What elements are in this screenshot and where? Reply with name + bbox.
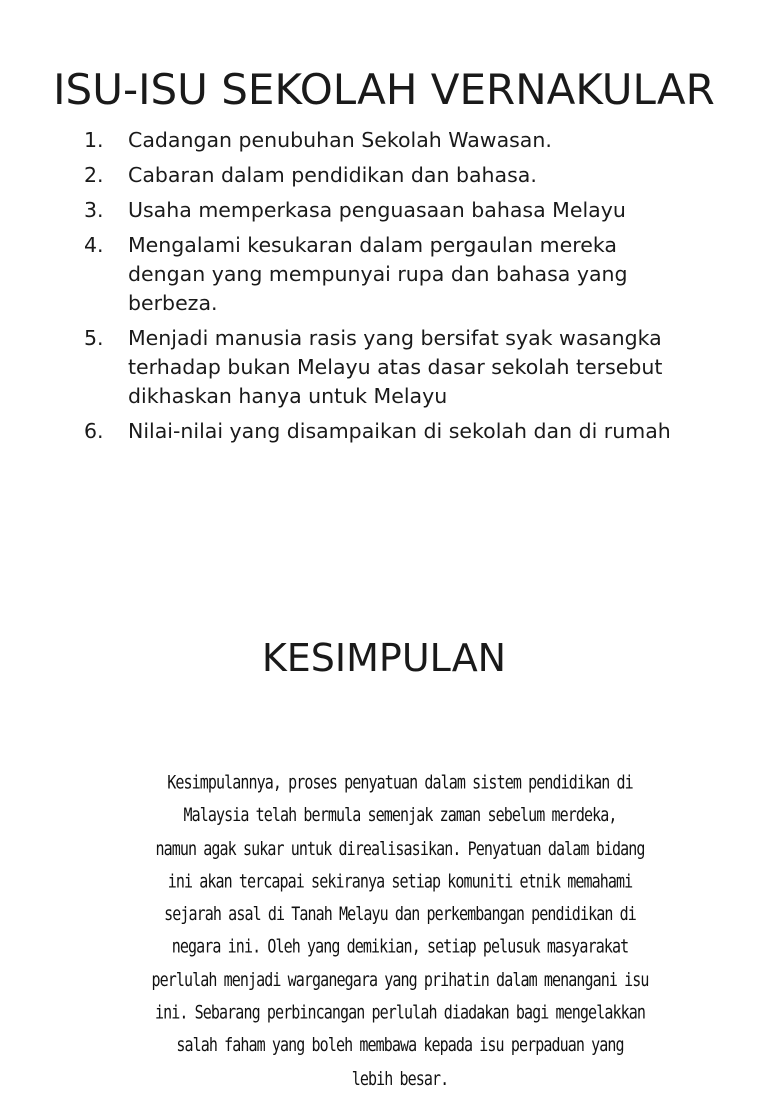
list-item-text <box>128 324 684 411</box>
list-item <box>84 231 684 318</box>
list-item <box>84 196 684 225</box>
conclusion-line: sejarah asal di Tanah Melayu dan perkembangan pendidikan di <box>164 902 636 925</box>
list-item-line: Cadangan penubuhan Sekolah Wawasan. <box>128 128 552 152</box>
list-item <box>84 161 684 190</box>
conclusion-title: KESIMPULAN <box>261 636 507 680</box>
conclusion-line: namun agak sukar untuk direalisasikan. Penyatuan dalam bidang <box>155 836 645 860</box>
list-item-number: 1. <box>84 128 104 152</box>
conclusion-line: salah faham yang boleh membawa kepada isu perpaduan yang <box>176 1033 624 1057</box>
list-item-number: 6. <box>84 419 104 443</box>
conclusion-line: ini akan tercapai sekiranya setiap komuniti etnik memahami <box>167 869 633 893</box>
list-item-line: dikhaskan hanya untuk Melayu <box>128 384 448 408</box>
conclusion-line: Kesimpulannya, proses penyatuan dalam sistem pendidikan di <box>167 771 633 794</box>
list-item-number: 4. <box>84 233 104 257</box>
list-item-text <box>128 417 684 446</box>
list-item-line: Nilai-nilai yang disampaikan di sekolah dan di rumah <box>128 419 671 443</box>
list-item-line: Cabaran dalam pendidikan dan bahasa. <box>128 163 537 187</box>
list-item-line: Menjadi manusia rasis yang bersifat syak wasangka <box>128 326 662 350</box>
list-item-text <box>128 196 684 225</box>
issue-list <box>84 126 684 452</box>
conclusion-line: perlulah menjadi warganegara yang prihatin dalam menangani isu <box>151 968 649 991</box>
conclusion-line: Malaysia telah bermula semenjak zaman sebelum merdeka, <box>183 803 617 827</box>
conclusion-paragraph <box>110 766 690 1095</box>
list-item-line: berbeza. <box>128 291 218 315</box>
list-item-number: 2. <box>84 163 104 187</box>
list-item <box>84 324 684 411</box>
page-title: ISU-ISU SEKOLAH VERNAKULAR <box>53 65 715 114</box>
list-item-line: dengan yang mempunyai rupa dan bahasa yang <box>128 262 628 286</box>
list-item <box>84 126 684 155</box>
list-item-line: Usaha memperkasa penguasaan bahasa Melayu <box>128 198 626 222</box>
list-item-number: 3. <box>84 198 104 222</box>
conclusion-line: negara ini. Oleh yang demikian, setiap pelusuk masyarakat <box>171 935 629 958</box>
conclusion-line: lebih besar. <box>351 1066 449 1090</box>
list-item-number: 5. <box>84 326 104 350</box>
conclusion-line: ini. Sebarang perbincangan perlulah diadakan bagi mengelakkan <box>155 1001 645 1024</box>
list-item-text <box>128 231 684 318</box>
list-item-text <box>128 161 684 190</box>
list-item-line: Mengalami kesukaran dalam pergaulan mereka <box>128 233 617 257</box>
list-item-text <box>128 126 684 155</box>
list-item <box>84 417 684 446</box>
list-item-line: terhadap bukan Melayu atas dasar sekolah tersebut <box>128 355 663 379</box>
